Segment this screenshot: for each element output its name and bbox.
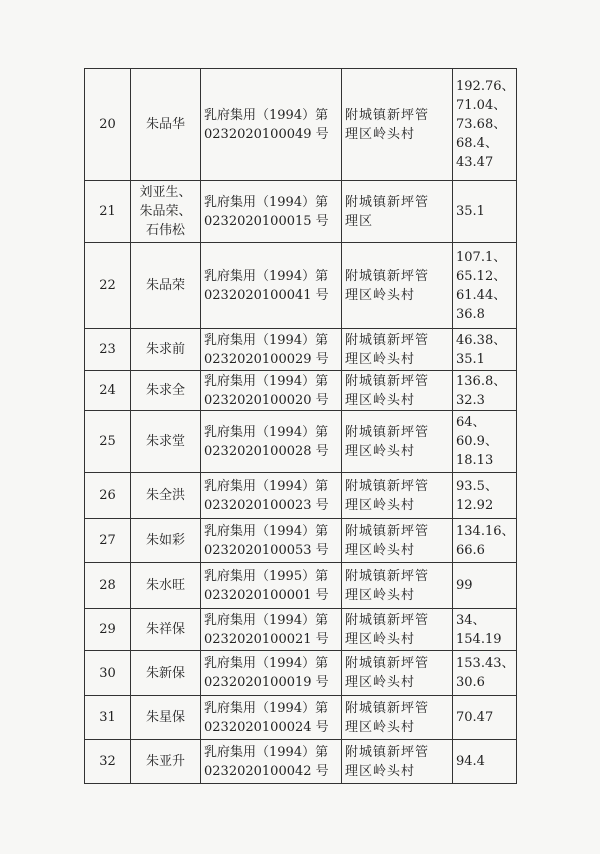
land-area-line: 99 bbox=[456, 578, 473, 593]
certificate-number-line: 乳府集用（1994）第 bbox=[204, 194, 329, 210]
land-location-line: 理区岭头村 bbox=[345, 542, 416, 558]
certificate-number bbox=[201, 651, 342, 696]
certificate-number bbox=[201, 473, 342, 519]
row-number: 26 bbox=[85, 473, 131, 519]
row-number: 21 bbox=[85, 181, 131, 243]
land-area bbox=[453, 181, 517, 243]
land-location bbox=[342, 651, 453, 696]
owner-name-line: 刘亚生、 bbox=[139, 185, 192, 200]
land-area-line: 64、 bbox=[456, 415, 486, 430]
certificate-number-line: 乳府集用（1994）第 bbox=[204, 424, 329, 440]
land-location bbox=[342, 69, 453, 181]
owner-name bbox=[131, 563, 201, 609]
table-row bbox=[85, 411, 517, 473]
table-body bbox=[85, 69, 517, 784]
land-area-line: 65.12、 bbox=[456, 268, 507, 284]
land-area bbox=[453, 740, 517, 784]
land-area-line: 154.19 bbox=[456, 631, 502, 647]
owner-name bbox=[131, 411, 201, 473]
row-number: 28 bbox=[85, 563, 131, 609]
certificate-number-line: 0232020100023 号 bbox=[204, 497, 329, 513]
certificate-number-line: 0232020100029 号 bbox=[204, 351, 329, 367]
land-area-line: 136.8、 bbox=[456, 373, 507, 389]
land-area-line: 35.1 bbox=[456, 204, 485, 219]
land-area bbox=[453, 329, 517, 371]
land-location-line: 理区岭头村 bbox=[345, 351, 416, 367]
land-area-line: 60.9、 bbox=[456, 434, 498, 449]
row-number: 30 bbox=[85, 651, 131, 696]
certificate-number-line: 0232020100020 号 bbox=[204, 392, 329, 408]
certificate-number-line: 乳府集用（1994）第 bbox=[204, 373, 329, 389]
land-location-line: 附城镇新坪管 bbox=[345, 194, 430, 210]
certificate-number-line: 0232020100024 号 bbox=[204, 719, 329, 735]
land-area bbox=[453, 243, 517, 329]
certificate-number bbox=[201, 371, 342, 411]
land-location bbox=[342, 371, 453, 411]
land-location bbox=[342, 740, 453, 784]
owner-name bbox=[131, 519, 201, 563]
owner-name-line: 朱求堂 bbox=[145, 434, 185, 449]
table-row bbox=[85, 243, 517, 329]
land-area-line: 94.4 bbox=[456, 754, 485, 769]
owner-name bbox=[131, 329, 201, 371]
owner-name-line: 朱品荣、 bbox=[139, 204, 192, 219]
land-area-line: 73.68、 bbox=[456, 117, 507, 132]
land-area-line: 18.13 bbox=[456, 453, 494, 468]
land-certificate-table bbox=[84, 68, 517, 784]
row-number: 23 bbox=[85, 329, 131, 371]
owner-name-line: 朱如彩 bbox=[145, 533, 185, 548]
table-row bbox=[85, 181, 517, 243]
land-location-line: 附城镇新坪管 bbox=[345, 568, 430, 584]
certificate-number bbox=[201, 609, 342, 651]
certificate-number-line: 乳府集用（1994）第 bbox=[204, 268, 329, 284]
owner-name bbox=[131, 473, 201, 519]
owner-name bbox=[131, 609, 201, 651]
land-location-line: 理区岭头村 bbox=[345, 497, 416, 513]
table-row bbox=[85, 473, 517, 519]
row-number: 20 bbox=[85, 69, 131, 181]
land-area bbox=[453, 609, 517, 651]
certificate-number bbox=[201, 329, 342, 371]
table-row bbox=[85, 740, 517, 784]
owner-name-line: 朱水旺 bbox=[145, 578, 185, 593]
row-number: 31 bbox=[85, 696, 131, 740]
land-area-line: 43.47 bbox=[456, 155, 494, 170]
land-location-line: 附城镇新坪管 bbox=[345, 478, 430, 494]
land-location-line: 附城镇新坪管 bbox=[345, 612, 430, 628]
table-row bbox=[85, 696, 517, 740]
land-area bbox=[453, 371, 517, 411]
table-row bbox=[85, 519, 517, 563]
land-area-line: 30.6 bbox=[456, 675, 485, 690]
land-area-line: 66.6 bbox=[456, 542, 485, 558]
certificate-number-line: 0232020100028 号 bbox=[204, 443, 329, 459]
land-location-line: 理区岭头村 bbox=[345, 719, 416, 735]
land-area bbox=[453, 696, 517, 740]
certificate-number bbox=[201, 181, 342, 243]
land-location bbox=[342, 609, 453, 651]
land-location bbox=[342, 411, 453, 473]
certificate-number-line: 0232020100053 号 bbox=[204, 542, 329, 558]
land-area bbox=[453, 519, 517, 563]
owner-name bbox=[131, 371, 201, 411]
certificate-number-line: 乳府集用（1995）第 bbox=[204, 568, 329, 584]
certificate-number-line: 乳府集用（1994）第 bbox=[204, 332, 329, 348]
land-area-line: 134.16、 bbox=[456, 523, 515, 539]
land-location-line: 附城镇新坪管 bbox=[345, 107, 430, 123]
certificate-number-line: 乳府集用（1994）第 bbox=[204, 612, 329, 628]
row-number: 32 bbox=[85, 740, 131, 784]
land-location bbox=[342, 243, 453, 329]
land-area-line: 68.4、 bbox=[456, 136, 498, 151]
row-number: 22 bbox=[85, 243, 131, 329]
land-area-line: 12.92 bbox=[456, 497, 494, 513]
row-number: 24 bbox=[85, 371, 131, 411]
owner-name bbox=[131, 740, 201, 784]
owner-name-line: 朱祥保 bbox=[145, 622, 185, 637]
land-area-line: 46.38、 bbox=[456, 332, 507, 348]
owner-name-line: 石伟松 bbox=[145, 223, 185, 238]
certificate-number-line: 乳府集用（1994）第 bbox=[204, 700, 329, 716]
land-area-line: 35.1 bbox=[456, 351, 485, 367]
land-location bbox=[342, 181, 453, 243]
land-area-line: 34、 bbox=[456, 612, 486, 628]
owner-name bbox=[131, 696, 201, 740]
certificate-number-line: 0232020100021 号 bbox=[204, 631, 329, 647]
land-location bbox=[342, 519, 453, 563]
land-location-line: 附城镇新坪管 bbox=[345, 656, 430, 671]
land-location-line: 理区岭头村 bbox=[345, 675, 416, 690]
certificate-number-line: 乳府集用（1994）第 bbox=[204, 107, 329, 123]
land-area-line: 107.1、 bbox=[456, 249, 507, 265]
certificate-number-line: 0232020100019 号 bbox=[204, 675, 329, 690]
owner-name bbox=[131, 181, 201, 243]
land-location-line: 附城镇新坪管 bbox=[345, 700, 430, 716]
land-area-line: 192.76、 bbox=[456, 79, 515, 94]
land-area bbox=[453, 473, 517, 519]
land-location-line: 理区岭头村 bbox=[345, 126, 416, 142]
land-area-line: 36.8 bbox=[456, 306, 485, 322]
land-area bbox=[453, 563, 517, 609]
certificate-number bbox=[201, 696, 342, 740]
certificate-number bbox=[201, 69, 342, 181]
land-location-line: 理区岭头村 bbox=[345, 392, 416, 408]
owner-name-line: 朱求全 bbox=[145, 383, 185, 398]
certificate-number-line: 乳府集用（1994）第 bbox=[204, 478, 329, 494]
land-area bbox=[453, 411, 517, 473]
land-location bbox=[342, 696, 453, 740]
land-location bbox=[342, 473, 453, 519]
owner-name-line: 朱求前 bbox=[145, 342, 185, 357]
certificate-number-line: 乳府集用（1994）第 bbox=[204, 523, 329, 539]
land-area-line: 93.5、 bbox=[456, 478, 498, 494]
land-area-line: 71.04、 bbox=[456, 98, 507, 113]
land-location-line: 附城镇新坪管 bbox=[345, 523, 430, 539]
owner-name-line: 朱星保 bbox=[145, 710, 185, 725]
land-area bbox=[453, 69, 517, 181]
land-location-line: 附城镇新坪管 bbox=[345, 424, 430, 440]
table-row bbox=[85, 371, 517, 411]
certificate-number bbox=[201, 740, 342, 784]
row-number: 25 bbox=[85, 411, 131, 473]
table-row bbox=[85, 609, 517, 651]
certificate-number bbox=[201, 563, 342, 609]
land-location-line: 理区岭头村 bbox=[345, 631, 416, 647]
owner-name-line: 朱新保 bbox=[145, 665, 185, 681]
table-row bbox=[85, 329, 517, 371]
land-area-line: 153.43、 bbox=[456, 656, 515, 671]
land-area-line: 32.3 bbox=[456, 392, 485, 408]
certificate-number-line: 乳府集用（1994）第 bbox=[204, 656, 329, 671]
land-location-line: 理区岭头村 bbox=[345, 763, 416, 779]
owner-name-line: 朱全洪 bbox=[145, 488, 185, 503]
certificate-number-line: 乳府集用（1994）第 bbox=[204, 744, 329, 760]
owner-name bbox=[131, 69, 201, 181]
row-number: 27 bbox=[85, 519, 131, 563]
land-location-line: 附城镇新坪管 bbox=[345, 268, 430, 284]
certificate-number-line: 0232020100001 号 bbox=[204, 587, 329, 603]
certificate-number bbox=[201, 243, 342, 329]
certificate-number-line: 0232020100049 号 bbox=[204, 126, 329, 142]
land-location-line: 理区岭头村 bbox=[345, 287, 416, 303]
table-row bbox=[85, 651, 517, 696]
table-row bbox=[85, 69, 517, 181]
certificate-number bbox=[201, 519, 342, 563]
row-number: 29 bbox=[85, 609, 131, 651]
certificate-number-line: 0232020100015 号 bbox=[204, 213, 329, 229]
land-location-line: 理区岭头村 bbox=[345, 443, 416, 459]
land-area-line: 70.47 bbox=[456, 710, 494, 725]
land-location-line: 理区岭头村 bbox=[345, 587, 416, 603]
owner-name-line: 朱品荣 bbox=[145, 278, 185, 293]
owner-name-line: 朱品华 bbox=[145, 117, 185, 132]
land-location-line: 附城镇新坪管 bbox=[345, 744, 430, 760]
land-location-line: 附城镇新坪管 bbox=[345, 373, 430, 389]
certificate-number-line: 0232020100041 号 bbox=[204, 287, 329, 303]
owner-name-line: 朱亚升 bbox=[145, 754, 185, 769]
certificate-number bbox=[201, 411, 342, 473]
land-location-line: 理区 bbox=[345, 213, 374, 229]
land-location-line: 附城镇新坪管 bbox=[345, 332, 430, 348]
land-area-line: 61.44、 bbox=[456, 287, 507, 303]
land-location bbox=[342, 329, 453, 371]
owner-name bbox=[131, 243, 201, 329]
owner-name bbox=[131, 651, 201, 696]
table-row bbox=[85, 563, 517, 609]
land-area bbox=[453, 651, 517, 696]
certificate-number-line: 0232020100042 号 bbox=[204, 763, 329, 779]
land-location bbox=[342, 563, 453, 609]
